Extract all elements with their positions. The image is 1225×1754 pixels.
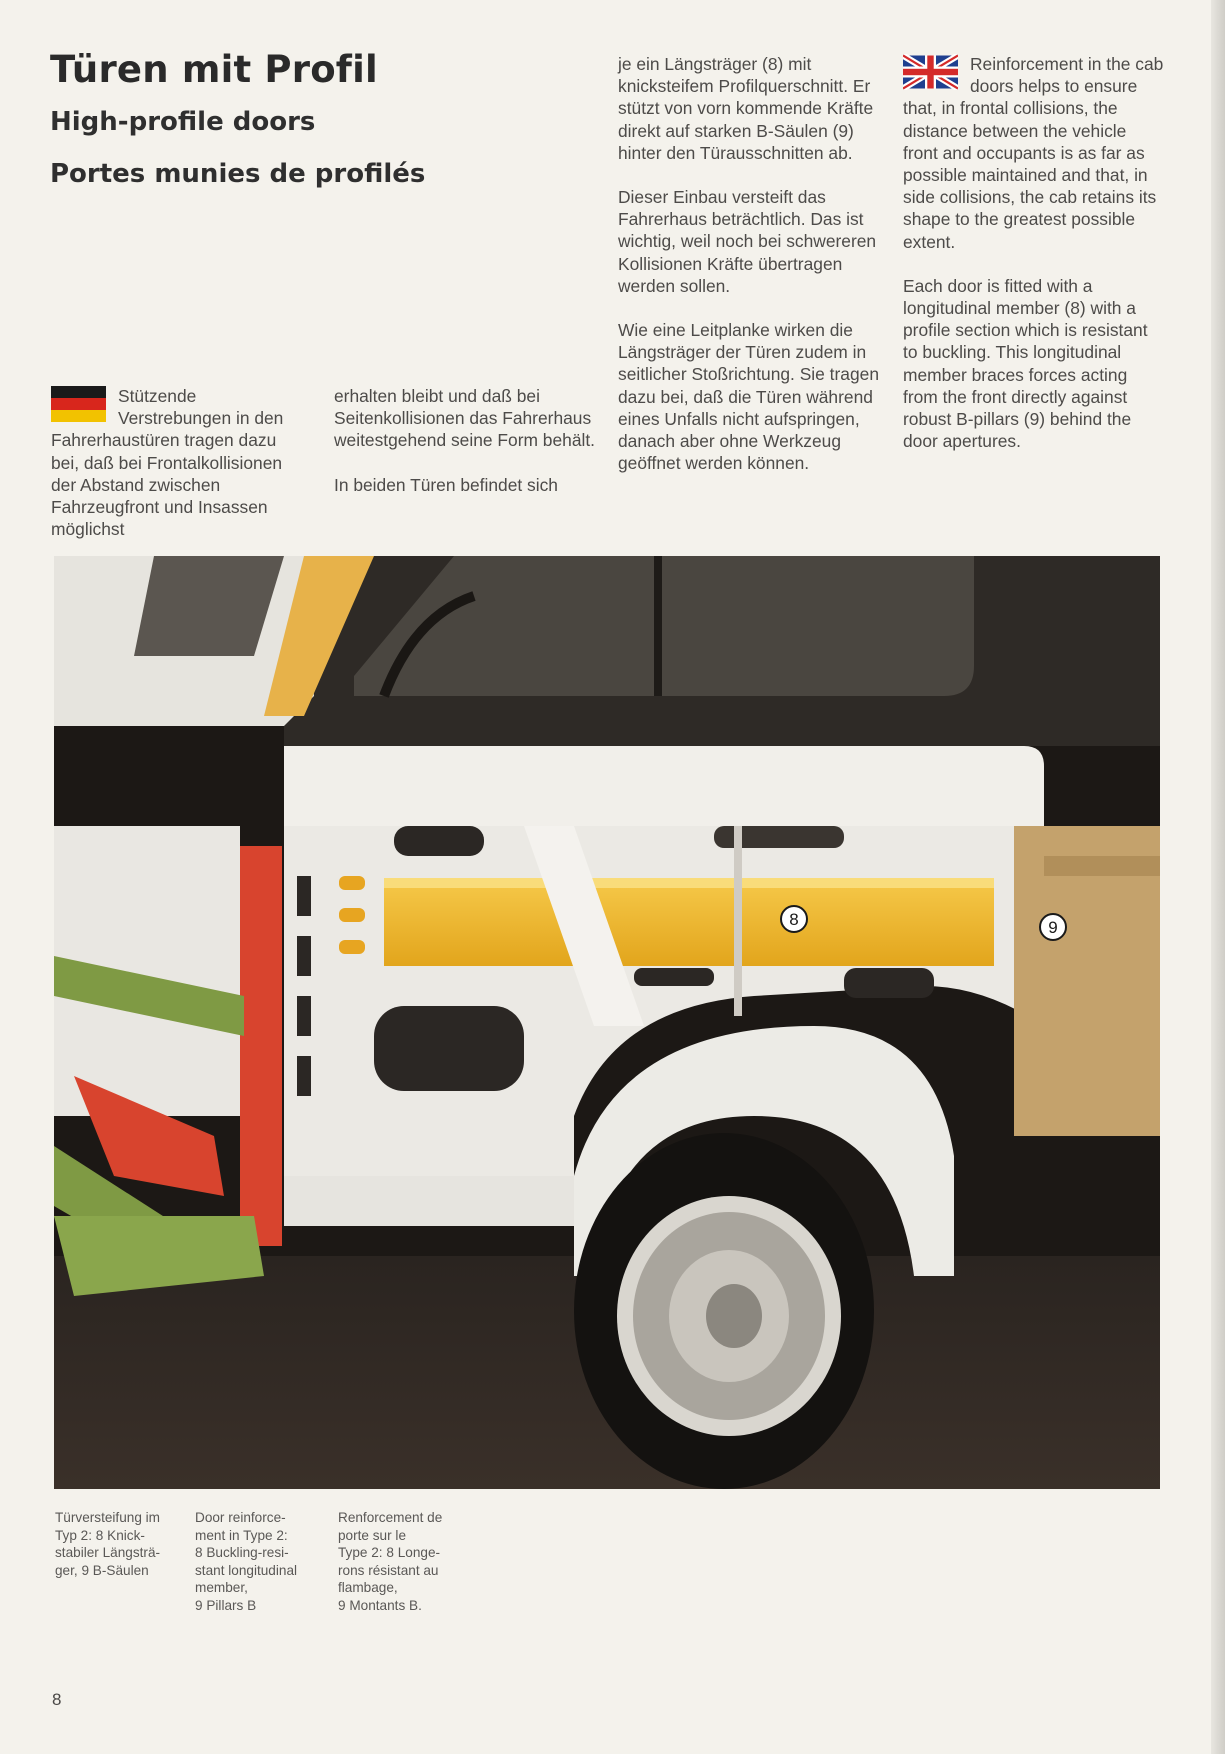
german-text-paragraph: Wie eine Leitplanke wirken die Längsträger der Türen zudem in seitlicher Stoßrichtung. Sie tragen dazu bei, daß die Türen während eines Unfalls nicht aufspringen, danach aber ohne Werkzeug geöffnet werden können. [618,320,879,474]
heading-french: Portes munies de profilés [50,159,426,189]
callout-9 [1040,914,1066,940]
title-block [50,44,570,200]
german-text-paragraph: Dieser Einbau versteift das Fahrerhaus beträchtlich. Das ist wichtig, weil noch bei schwereren Kollisionen Kräfte übertragen werden sollen. [618,187,877,296]
german-column-3 [618,53,880,474]
caption-french [338,1509,478,1615]
uk-flag-icon [903,54,958,90]
german-text-paragraph: je ein Längsträger (8) mit knicksteifem Profilquerschnitt. Er stützt von vorn kommende Kräfte direkt auf starken B-Säulen (9) hinter den Türausschnitten ab. [618,54,874,163]
english-column [903,53,1165,452]
page-edge-shadow [1211,0,1225,1754]
german-flag-icon [51,386,106,422]
german-column-2 [334,385,596,496]
caption-german [55,1509,185,1579]
heading-english: High-profile doors [50,107,316,137]
german-text-paragraph: erhalten bleibt und daß bei Seitenkollisionen das Fahrerhaus weitestgehend seine Form behält. [334,386,596,451]
callout-8-label: 8 [789,910,799,929]
english-text-paragraph: Each door is fitted with a longitudinal member (8) with a profile section which is resistant to buckling. This longitudinal member braces forces acting from the front directly against robust B-pillars (9) behind the door apertures. [903,275,1148,452]
german-column-1 [51,385,307,540]
door-reinforcement-photo [54,556,1160,1489]
caption-english [195,1509,325,1615]
caption-german-text: Türversteifung im Typ 2: 8 Knick- stabiler Längsträ- ger, 9 B-Säulen [55,1510,161,1578]
callout-9-label: 9 [1048,918,1058,937]
german-text-paragraph: In beiden Türen befindet sich [334,474,558,495]
caption-french-text: Renforcement de porte sur le Type 2: 8 Longe- rons résistant au flambage, 9 Montants B. [338,1510,443,1613]
caption-english-text: Door reinforce- ment in Type 2: 8 Buckling-resi- stant longitudinal member, 9 Pillars B [195,1510,298,1613]
heading-german: Türen mit Profil [50,48,378,91]
callout-8 [781,906,807,932]
english-text-intro: Reinforcement in the cab doors helps to ensure that, in frontal collisions, the distance between the vehicle front and occupants is as far as possible maintained and that, in side collisions, the cab retains its shape to the greatest possible extent. [903,54,1164,252]
german-text-intro: Stützende Verstrebungen in den Fahrerhaustüren tragen dazu bei, daß bei Frontalkollisionen der Abstand zwischen Fahrzeugfront und Insassen möglichst [51,386,284,540]
page-number: 8 [52,1690,62,1709]
